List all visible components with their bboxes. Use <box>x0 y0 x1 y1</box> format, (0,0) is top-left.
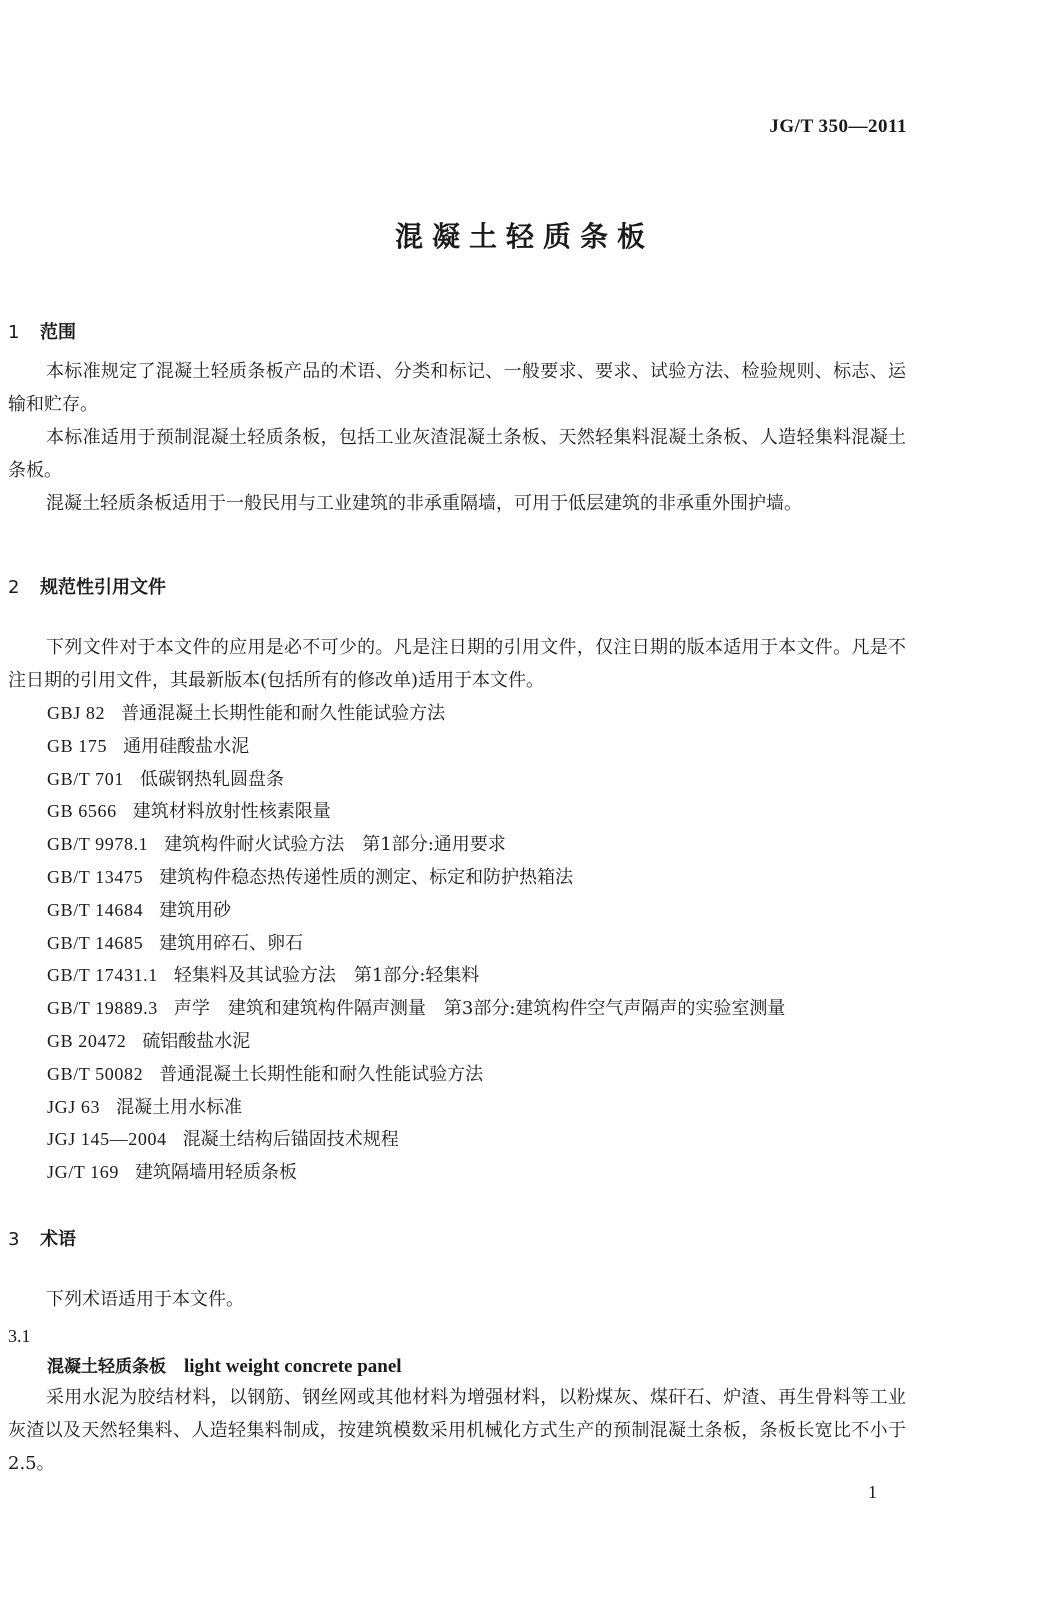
list-item <box>47 828 785 861</box>
reference-title: 硫铝酸盐水泥 <box>142 1030 251 1052</box>
list-item <box>47 1123 785 1156</box>
section-1-heading <box>8 318 76 344</box>
reference-code: GB/T 14685 <box>47 932 144 953</box>
reference-code: GB 20472 <box>47 1030 127 1051</box>
list-item <box>47 1025 785 1058</box>
reference-code: JG/T 169 <box>47 1162 119 1183</box>
references-intro: 下列文件对于本文件的应用是必不可少的。凡是注日期的引用文件，仅注日期的版本适用于本文件。凡是不注日期的引用文件，其最新版本(包括所有的修改单)适用于本文件。 <box>8 637 906 691</box>
scope-paragraph-2: 本标准适用于预制混凝土轻质条板，包括工业灰渣混凝土条板、天然轻集料混凝土条板、人造轻集料混凝土条板。 <box>8 427 906 481</box>
reference-code: GB/T 19889.3 <box>47 998 158 1019</box>
reference-code: GB 6566 <box>47 801 117 822</box>
reference-list <box>47 697 785 1189</box>
list-item <box>47 992 785 1025</box>
list-item <box>47 763 785 796</box>
reference-code: GB 175 <box>47 735 108 756</box>
section-2-heading <box>8 573 166 599</box>
section-3-heading <box>8 1225 76 1251</box>
document-title: 混凝土轻质条板 <box>394 220 654 253</box>
reference-title: 建筑材料放射性核素限量 <box>132 801 331 823</box>
term-number: 3.1 <box>8 1326 31 1346</box>
reference-code: JGJ 145—2004 <box>47 1129 167 1150</box>
list-item <box>47 894 785 927</box>
list-item <box>47 927 785 960</box>
list-item <box>47 1058 785 1091</box>
reference-title: 混凝土用水标准 <box>116 1096 243 1118</box>
scope-paragraph-1: 本标准规定了混凝土轻质条板产品的术语、分类和标记、一般要求、要求、试验方法、检验规则、标志、运输和贮存。 <box>8 361 906 415</box>
reference-title: 建筑用碎石、卵石 <box>159 932 304 954</box>
page-number: 1 <box>868 1482 877 1502</box>
list-item <box>47 959 785 992</box>
reference-title: 混凝土结构后锚固技术规程 <box>182 1129 399 1151</box>
list-item <box>47 730 785 763</box>
list-item <box>47 861 785 894</box>
section-number: 2 <box>8 577 20 598</box>
reference-title: 通用硅酸盐水泥 <box>123 735 250 757</box>
standard-code: JG/T 350—2011 <box>769 116 907 137</box>
list-item <box>47 1091 785 1124</box>
reference-title: 低碳钢热轧圆盘条 <box>139 768 284 790</box>
section-number: 1 <box>8 322 20 343</box>
term-name-en: light weight concrete panel <box>184 1356 402 1377</box>
reference-title: 建筑用砂 <box>159 899 232 921</box>
section-title: 规范性引用文件 <box>40 577 166 598</box>
reference-code: GB/T 701 <box>47 768 124 789</box>
reference-code: GB/T 50082 <box>47 1063 144 1084</box>
list-item <box>47 795 785 828</box>
reference-title: 建筑构件稳态热传递性质的测定、标定和防护热箱法 <box>159 866 574 888</box>
reference-code: GB/T 9978.1 <box>47 834 149 855</box>
reference-code: GB/T 17431.1 <box>47 965 158 986</box>
scope-paragraph-3: 混凝土轻质条板适用于一般民用与工业建筑的非承重隔墙，可用于低层建筑的非承重外围护墙。 <box>46 493 802 514</box>
reference-title: 轻集料及其试验方法 第1部分:轻集料 <box>173 965 480 987</box>
reference-title: 声学 建筑和建筑构件隔声测量 第3部分:建筑构件空气声隔声的实验室测量 <box>173 998 786 1020</box>
term-definition: 采用水泥为胶结材料，以钢筋、钢丝网或其他材料为增强材料，以粉煤灰、煤矸石、炉渣、再生骨料等工业灰渣以及天然轻集料、人造轻集料制成，按建筑模数采用机械化方式生产的预制混凝土条板，条板长宽比不小于2.5。 <box>8 1387 906 1474</box>
list-item <box>47 1156 785 1189</box>
term-name-zh: 混凝土轻质条板 <box>47 1357 166 1377</box>
reference-code: JGJ 63 <box>47 1096 101 1117</box>
reference-title: 普通混凝土长期性能和耐久性能试验方法 <box>121 703 446 724</box>
term-title <box>47 1350 402 1384</box>
reference-title: 建筑构件耐火试验方法 第1部分:通用要求 <box>164 834 506 856</box>
reference-title: 普通混凝土长期性能和耐久性能试验方法 <box>159 1063 484 1085</box>
section-title: 术语 <box>40 1229 76 1250</box>
section-number: 3 <box>8 1229 20 1250</box>
terms-intro: 下列术语适用于本文件。 <box>46 1289 244 1310</box>
reference-code: GBJ 82 <box>47 703 106 723</box>
reference-code: GB/T 14684 <box>47 899 144 920</box>
reference-title: 建筑隔墙用轻质条板 <box>134 1162 297 1184</box>
section-title: 范围 <box>40 322 76 343</box>
list-item <box>47 697 785 730</box>
reference-code: GB/T 13475 <box>47 866 144 887</box>
